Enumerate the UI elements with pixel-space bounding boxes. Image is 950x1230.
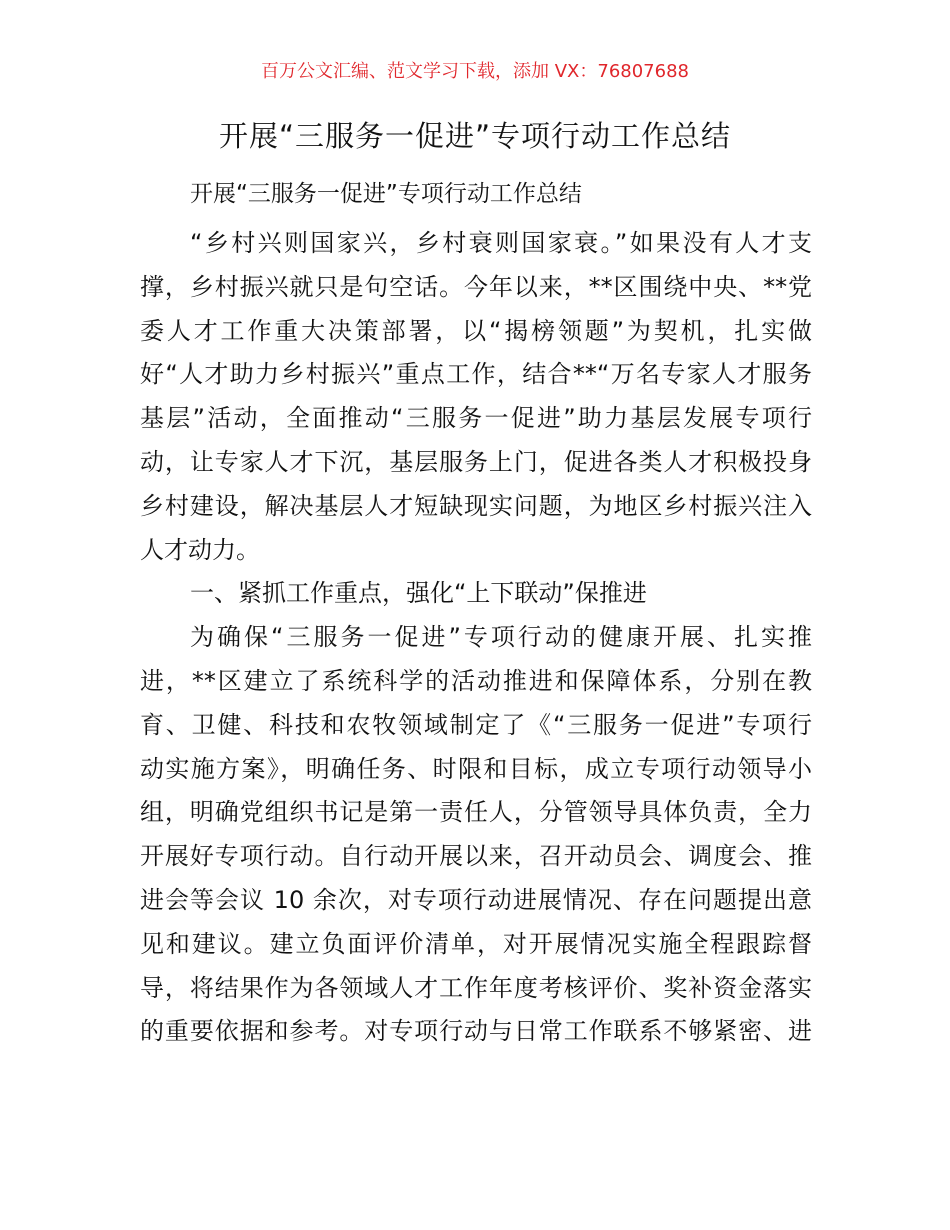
- text-line: 育、卫健、科技和农牧领域制定了《“三服务一促进”专项行: [140, 710, 812, 739]
- paragraph-intro: [140, 222, 812, 572]
- document-title: 开展“三服务一促进”专项行动工作总结: [218, 119, 732, 153]
- text-line: 见和建议。建立负面评价清单，对开展情况实施全程跟踪督: [140, 929, 812, 958]
- text-line: 导，将结果作为各领域人才工作年度考核评价、奖补资金落实: [140, 973, 812, 1002]
- document-subtitle: 开展“三服务一促进”专项行动工作总结: [190, 181, 582, 207]
- text-line: 撑，乡村振兴就只是句空话。今年以来，**区围绕中央、**党: [140, 272, 812, 301]
- text-line: 基层”活动，全面推动“三服务一促进”助力基层发展专项行: [140, 404, 812, 433]
- text-line: 动，让专家人才下沉，基层服务上门，促进各类人才积极投身: [140, 447, 812, 476]
- text-line: 好“人才助力乡村振兴”重点工作，结合**“万名专家人才服务: [140, 360, 812, 389]
- text-line: 开展好专项行动。自行动开展以来，召开动员会、调度会、推: [140, 842, 812, 871]
- watermark-banner: 百万公文汇编、范文学习下载，添加 VX：76807688: [261, 61, 689, 82]
- text-line: 进会等会议 10 余次，对专项行动进展情况、存在问题提出意: [140, 885, 812, 914]
- text-line: 为确保“三服务一促进”专项行动的健康开展、扎实推: [190, 623, 812, 652]
- text-line: 动实施方案》，明确任务、时限和目标，成立专项行动领导小: [140, 754, 812, 783]
- text-line: 人才动力。: [140, 535, 260, 564]
- paragraph-section-1: [140, 616, 812, 1054]
- text-line: 委人才工作重大决策部署，以“揭榜领题”为契机，扎实做: [140, 316, 812, 345]
- text-line: 的重要依据和参考。对专项行动与日常工作联系不够紧密、进: [140, 1017, 812, 1046]
- text-line: 乡村建设，解决基层人才短缺现实问题，为地区乡村振兴注入: [140, 491, 812, 520]
- text-line: 进，**区建立了系统科学的活动推进和保障体系，分别在教: [140, 666, 812, 695]
- document-body: [140, 222, 812, 1054]
- text-line: 组，明确党组织书记是第一责任人，分管领导具体负责，全力: [140, 798, 812, 827]
- section-heading: 一、紧抓工作重点，强化“上下联动”保推进: [190, 579, 647, 608]
- text-line: “乡村兴则国家兴，乡村衰则国家衰。”如果没有人才支: [190, 229, 812, 257]
